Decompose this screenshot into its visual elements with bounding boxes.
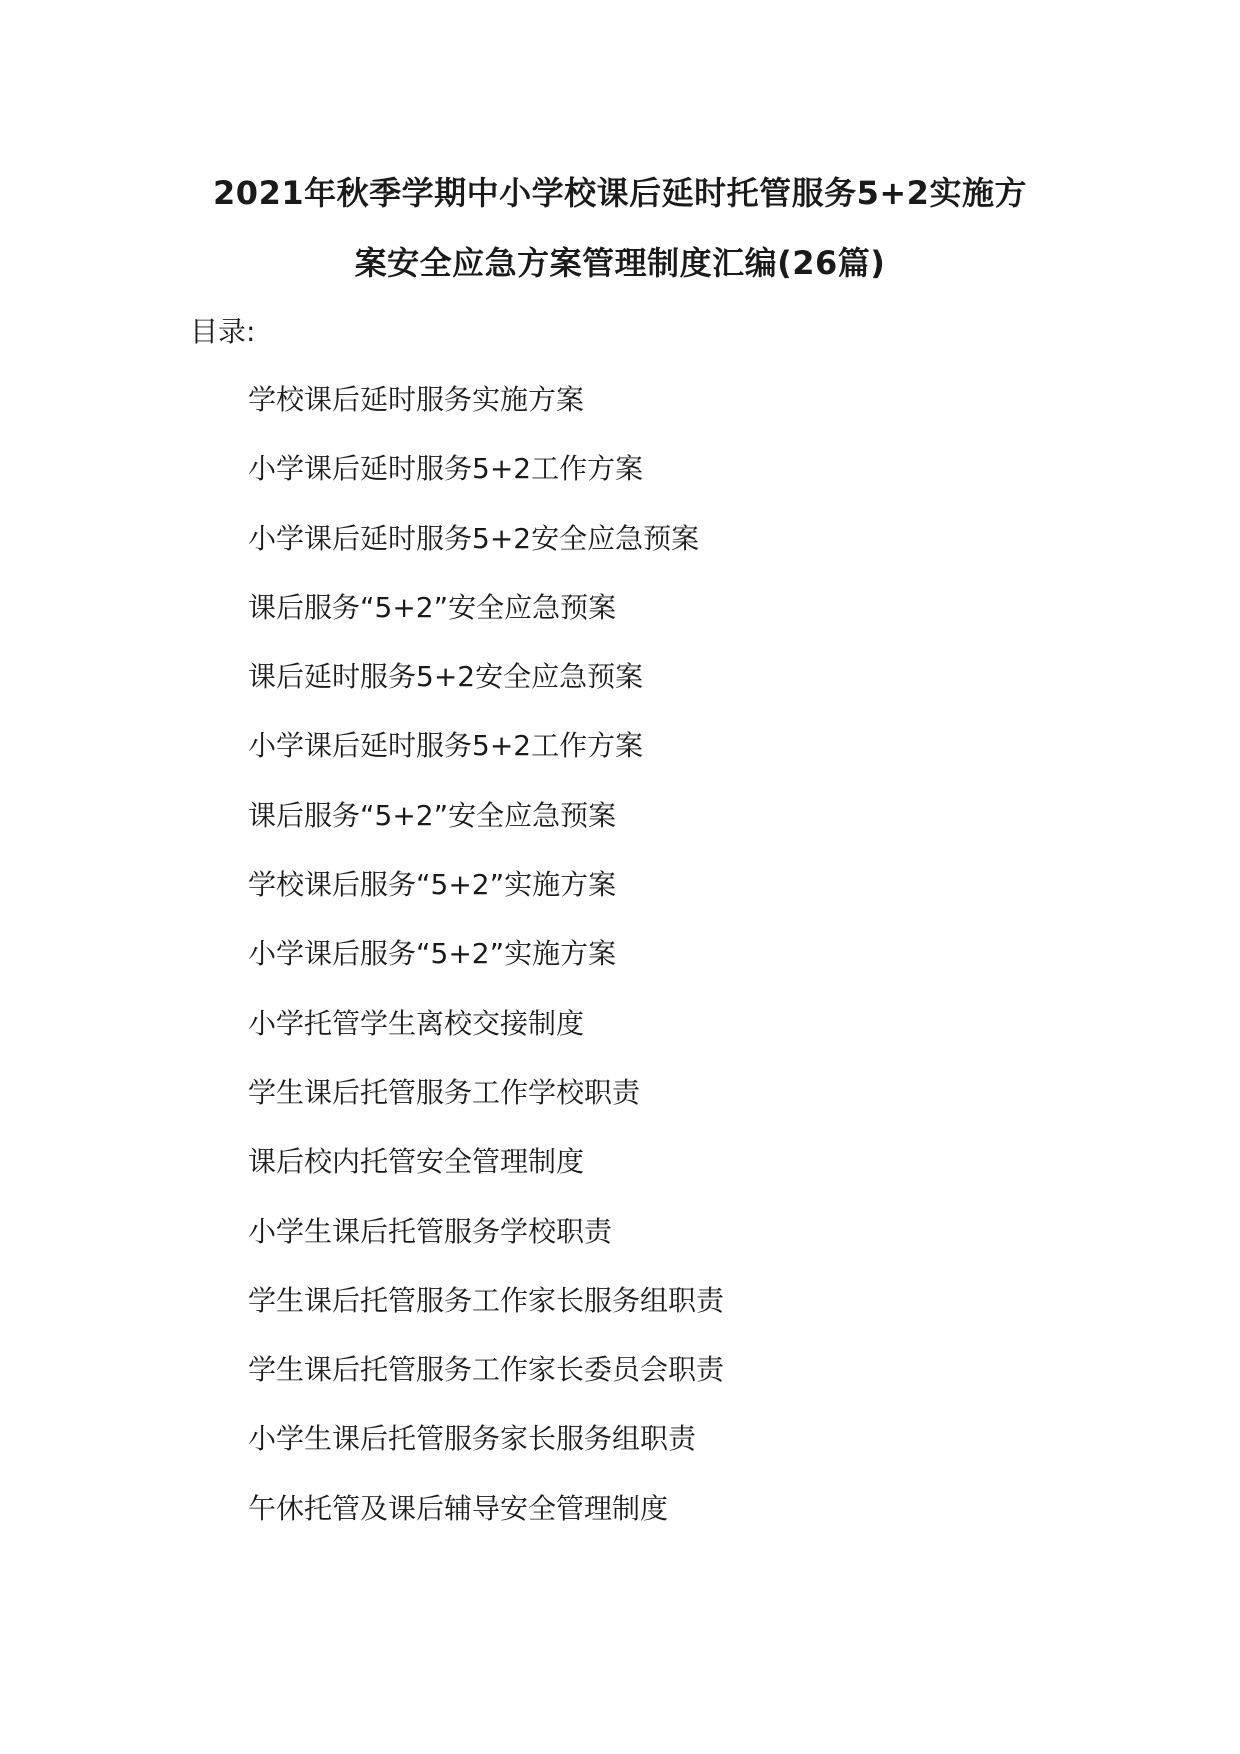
toc-item: 课后服务“5+2”安全应急预案: [248, 590, 617, 624]
toc-item: 小学课后服务“5+2”实施方案: [248, 937, 617, 971]
toc-item: 小学托管学生离校交接制度: [248, 1006, 585, 1040]
toc-label: 目录:: [190, 315, 256, 348]
toc-item: 小学课后延时服务5+2安全应急预案: [248, 521, 700, 555]
toc-item: 午休托管及课后辅导安全管理制度: [248, 1491, 669, 1525]
toc-item: 小学课后延时服务5+2工作方案: [248, 729, 644, 763]
toc-item: 学生课后托管服务工作家长服务组职责: [248, 1283, 725, 1317]
document-title-line-1: 2021年秋季学期中小学校课后延时托管服务5+2实施方: [213, 174, 1027, 212]
toc-item: 课后校内托管安全管理制度: [248, 1145, 585, 1179]
toc-item: 小学生课后托管服务家长服务组职责: [248, 1422, 697, 1456]
toc-item: 学生课后托管服务工作学校职责: [248, 1075, 641, 1109]
document-title-line-2: 案安全应急方案管理制度汇编(26篇): [354, 244, 886, 282]
toc-list: [248, 380, 724, 1558]
toc-item: 小学课后延时服务5+2工作方案: [248, 452, 644, 486]
toc-item: 课后服务“5+2”安全应急预案: [248, 798, 617, 832]
toc-item: 课后延时服务5+2安全应急预案: [248, 660, 644, 694]
document-title: [150, 158, 1090, 298]
toc-item: 小学生课后托管服务学校职责: [248, 1214, 613, 1248]
toc-item: 学校课后延时服务实施方案: [248, 383, 585, 416]
toc-item: 学校课后服务“5+2”实施方案: [248, 868, 617, 902]
toc-item: 学生课后托管服务工作家长委员会职责: [248, 1353, 725, 1387]
